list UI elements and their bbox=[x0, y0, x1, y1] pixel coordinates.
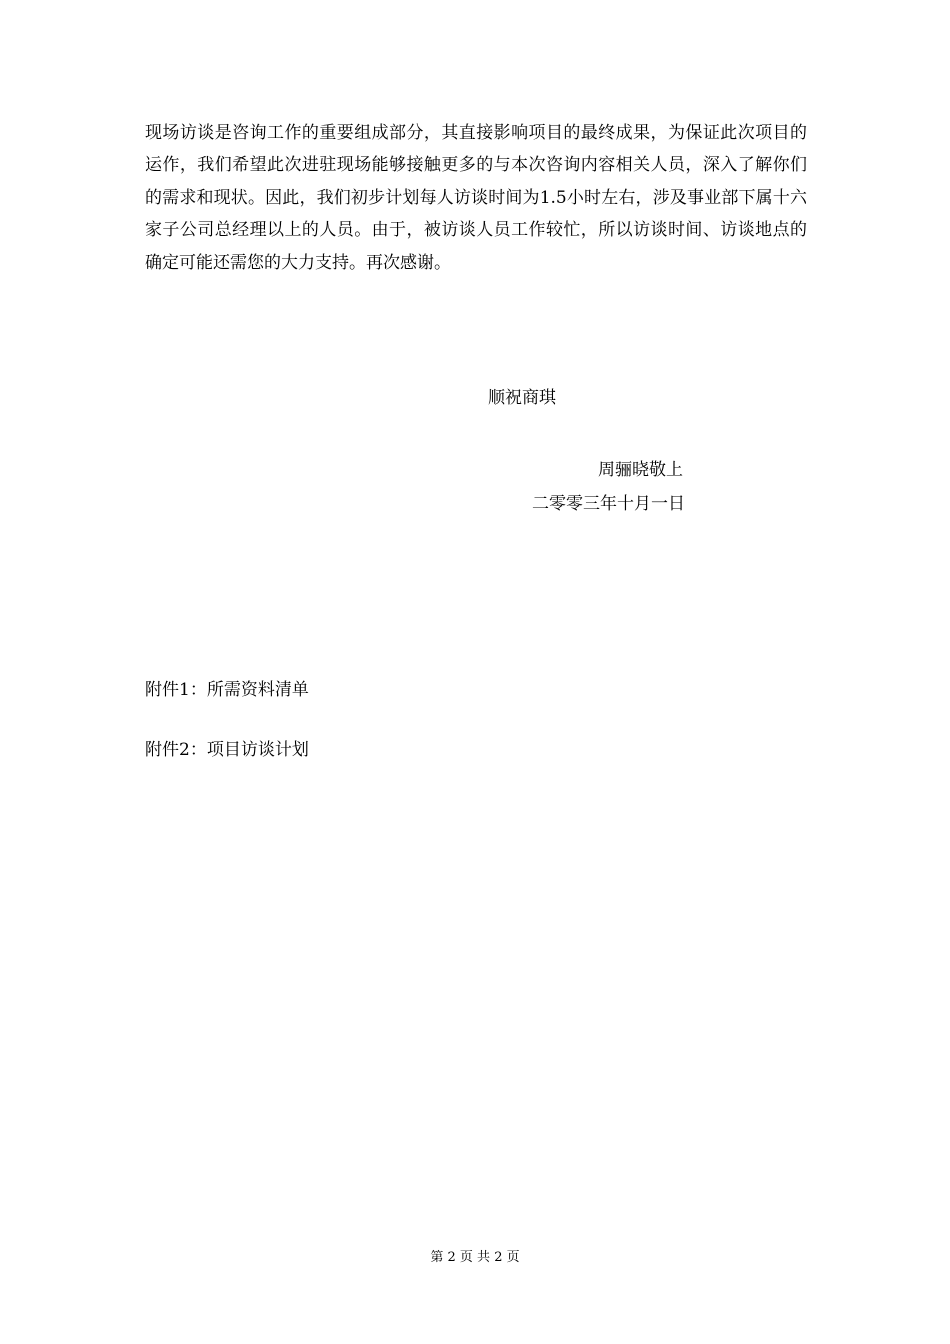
letter-signature: 周骊晓敬上 bbox=[598, 460, 683, 480]
letter-body-paragraph: 现场访谈是咨询工作的重要组成部分，其直接影响项目的最终成果，为保证此次项目的运作，我们希望此次进驻现场能够接触更多的与本次咨询内容相关人员，深入了解你们的需求和现状。因此，我们初步计划每人访谈时间为1.5小时左右，涉及事业部下属十六家子公司总经理以上的人员。由于，被访谈人员工作较忙，所以访谈时间、访谈地点的确定可能还需您的大力支持。再次感谢。 bbox=[145, 123, 807, 273]
attachment-item-1: 附件1：所需资料清单 bbox=[145, 680, 309, 700]
attachment-item-2: 附件2：项目访谈计划 bbox=[145, 740, 309, 760]
letter-closing: 顺祝商琪 bbox=[488, 388, 556, 408]
letter-date: 二零零三年十月一日 bbox=[532, 494, 685, 514]
page-footer-number: 第 2 页 共 2 页 bbox=[430, 1250, 520, 1265]
